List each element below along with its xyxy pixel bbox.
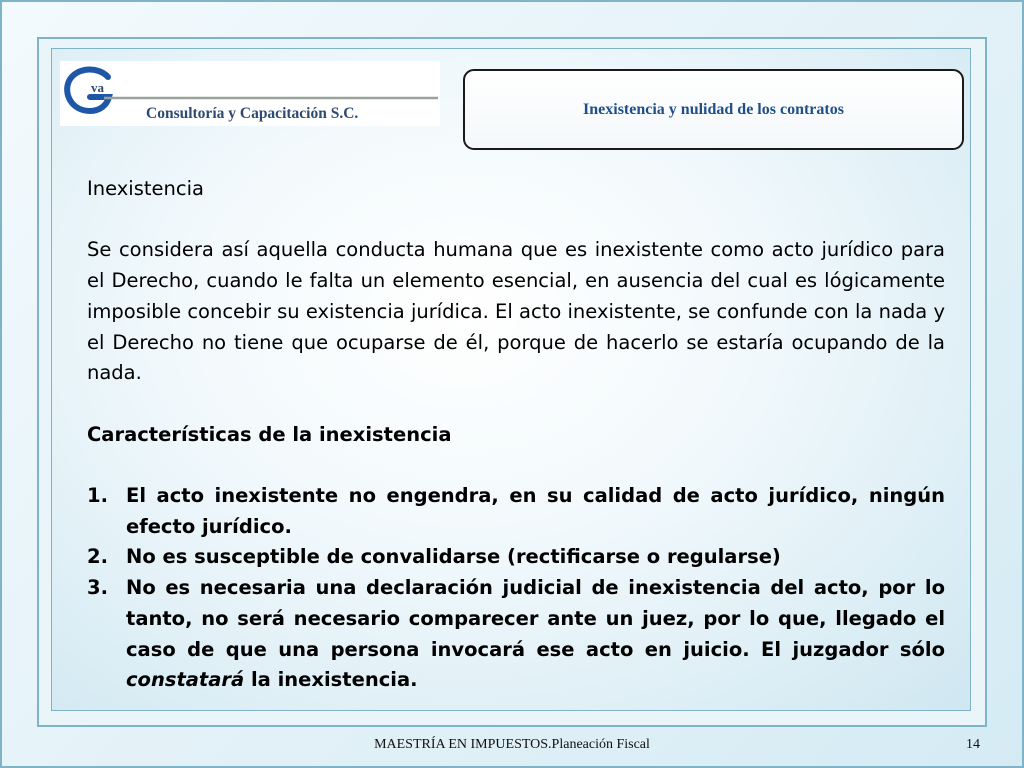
list-item-number: 2. (87, 545, 108, 569)
slide-title: Inexistencia y nulidad de los contratos (583, 100, 844, 118)
characteristics-list (87, 481, 945, 696)
slide-title-box (463, 69, 964, 150)
company-logo (60, 61, 440, 126)
list-item (87, 481, 945, 542)
list-item-text: El acto inexistente no engendra, en su calidad de acto jurídico, ningún efecto jurídico. (126, 483, 945, 538)
footer-course-title: MAESTRÍA EN IMPUESTOS.Planeación Fiscal (374, 737, 650, 752)
definition-paragraph: Se considera así aquella conducta humana que es inexistente como acto jurídico para el Derecho, cuando le falta un elemento esencial, en ausencia del cual es lógicamente imposible concebir su existencia jurídica. El acto inexistente, se confunde con la nada y el Derecho no tiene que ocuparse de él, porque de hacerlo se estaría ocupando de la nada. (87, 238, 945, 385)
list-item-emphasis: constatará (126, 668, 245, 692)
list-item (87, 573, 945, 696)
page-number: 14 (966, 737, 980, 752)
list-item-number: 3. (87, 576, 108, 600)
logo-initials: va (91, 80, 104, 95)
characteristics-heading: Características de la inexistencia (87, 422, 452, 446)
list-item-text: No es susceptible de convalidarse (rectificarse o regularse) (126, 545, 781, 569)
list-item-number: 1. (87, 483, 108, 507)
list-item-text: No es necesaria una declaración judicial de inexistencia del acto, por lo tanto, no será necesario comparecer ante un juez, por lo que, llegado el caso de que una persona invocará ese acto en juicio. El juzgador sólo (126, 576, 945, 661)
section-heading-inexistencia: Inexistencia (87, 177, 204, 200)
slide-content (87, 174, 945, 696)
list-item (87, 542, 945, 573)
list-item-text-end: la inexistencia. (250, 668, 418, 692)
logo-company-name: Consultoría y Capacitación S.C. (146, 105, 359, 122)
